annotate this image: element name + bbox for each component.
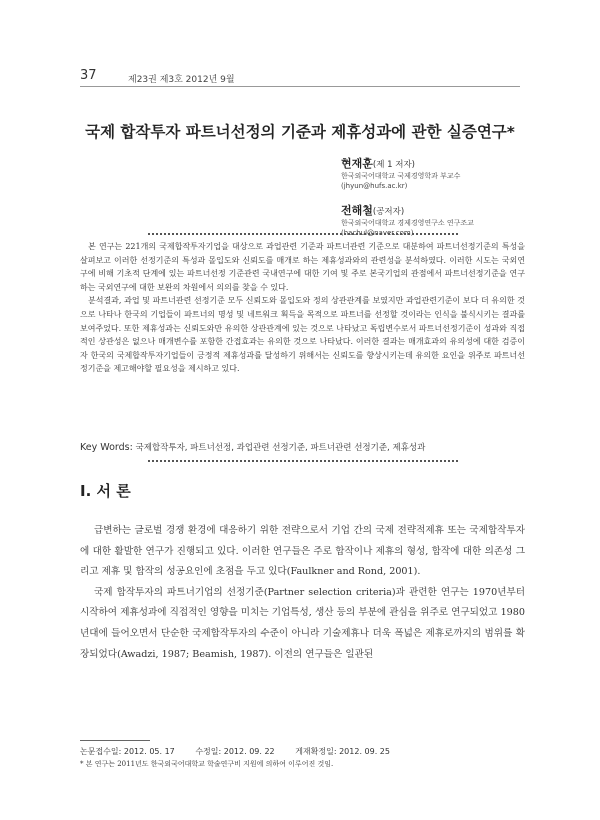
section-heading: Ⅰ. 서 론 [80, 482, 131, 500]
author-first [341, 152, 474, 191]
author-role: (제 1 저자) [372, 160, 415, 170]
submission-dates [80, 746, 408, 757]
received-date: 논문접수일: 2012. 05. 17 [80, 747, 175, 756]
keywords-text: 국제합작투자, 파트너선정, 과업관련 선정기준, 파트너관련 선정기준, 제휴성과 [135, 443, 426, 453]
accepted-date: 게재확정일: 2012. 09. 25 [295, 747, 390, 756]
funding-footnote: * 본 연구는 2011년도 한국외국어대학교 학술연구비 지원에 의하여 이루어진 것임. [80, 760, 334, 768]
author-block [341, 152, 474, 246]
abstract [80, 240, 525, 376]
author-email: (hachul@naver.com) [341, 229, 414, 237]
author-email: (jhyun@hufs.ac.kr) [341, 182, 408, 190]
page-number: 37 [80, 68, 97, 83]
abstract-paragraph: 본 연구는 221개의 국제합작투자기업을 대상으로 과업관련 기준과 파트너관련 기준으로 대분하여 파트너선정기준의 특성을 살펴보고 이러한 선정기준의 특성과 몰입도와 신뢰도를 매개로 하는 제휴성과와의 관련성을 분석하였다. 이러한 시도는 국외연구에 비해 기초적 단계에 있는 파트너선정 기준관련 국내연구에 대한 기여 및 주로 본국기업의 관점에서 파트너선정기준을 연구하는 국외연구에 대한 보완의 차원에서 의의를 찾을 수 있다. [80, 242, 525, 292]
author-name: 현재훈 [341, 157, 373, 170]
abstract-top-divider [148, 233, 458, 235]
author-affiliation: 한국외국어대학교 국제경영학과 부교수 [341, 172, 461, 180]
body-text [80, 521, 525, 665]
running-header [80, 64, 520, 88]
abstract-paragraph: 분석결과, 과업 및 파트너관련 선정기준 모두 신뢰도와 몰입도와 정의 상관관계를 보였지만 과업관련기준이 보다 더 유의한 것으로 나타나 한국의 기업들이 파트너의 명성 및 네트워크 획득을 목적으로 파트너를 선정할 것이라는 인식을 불식시키는 결과를 보여주었다. 또한 제휴성과는 신뢰도와만 유의한 상관관계에 있는 것으로 나타났고 독립변수로서 파트너선정기준이 성과와 직접적인 상관성은 없으나 매개변수를 포함한 간접효과는 유의한 것으로 나타났다. 이러한 결과는 매개효과의 유의성에 대한 검증이자 한국의 국제합작투자기업들이 긍정적 제휴성과를 달성하기 위해서는 신뢰도를 향상시키는데 유의한 요인을 위주로 파트너선정기준을 제고해야할 필요성을 제시하고 있다. [80, 296, 525, 374]
journal-issue: 제23권 제3호 2012년 9월 [128, 75, 235, 85]
author-affiliation: 한국외국어대학교 경제경영연구소 연구조교 [341, 219, 474, 227]
revised-date: 수정일: 2012. 09. 22 [195, 747, 275, 756]
author-name: 전해철 [341, 204, 373, 217]
keywords-label: Key Words: [80, 442, 133, 453]
footnote-rule [80, 740, 150, 741]
header-rule [80, 86, 520, 87]
paper-title: 국제 합작투자 파트너선정의 기준과 제휴성과에 관한 실증연구* [85, 123, 515, 141]
keywords [80, 441, 525, 453]
body-paragraph: 국제 합작투자의 파트너기업의 선정기준(Partner selection criteria)과 관련한 연구는 1970년부터 시작하여 제휴성과에 직접적인 영향을 미치는 기업특성, 생산 등의 부분에 관심을 위주로 연구되었고 1980년대에 들어오면서 단순한 국제합작투자의 수준이 아니라 기술제휴나 더욱 폭넓은 제휴로까지의 범위를 확장되었다(Awadzi, 1987; Beamish, 1987). 이전의 연구들은 일관된 [80, 586, 525, 660]
author-role: (공저자) [372, 207, 405, 217]
body-paragraph: 급변하는 글로벌 경쟁 환경에 대응하기 위한 전략으로서 기업 간의 국제 전략적제휴 또는 국제합작투자에 대한 활발한 연구가 진행되고 있다. 이러한 연구들은 주로 합작이나 제휴의 형성, 합작에 대한 의존성 그리고 제휴 및 합작의 성공요인에 초점을 두고 있다(Faulkner and Rond, 2001). [80, 525, 525, 578]
abstract-bottom-divider [148, 460, 458, 462]
